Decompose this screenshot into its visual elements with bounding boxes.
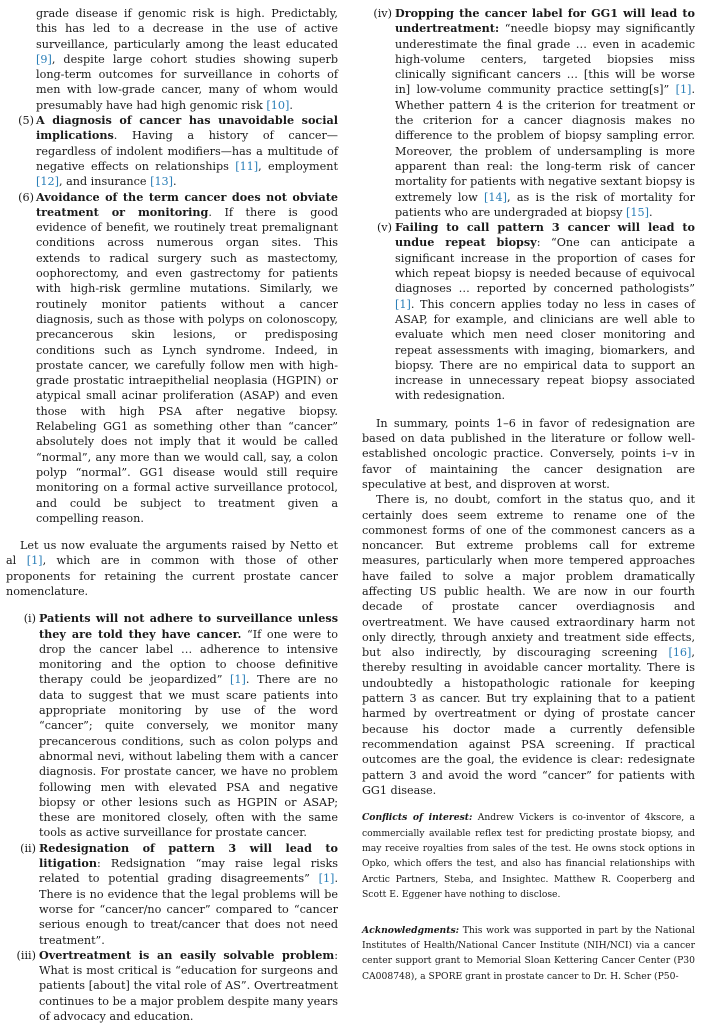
item-title: Dropping the cancer label for GG1 will lead to undertreatment: [395, 6, 695, 36]
left-column [6, 6, 338, 1024]
item-label: (iv) [373, 7, 392, 20]
conclusion-paragraph: There is, no doubt, comfort in the status quo, and it certainly does seem extreme to rename one of the commonest forms of one of the commonest cancers as a noncancer. But extreme problems call for extreme measures, particularly when more tempered approaches have failed to solve a major problem dramatically affecting US public health. We are now in our fourth decade of prostate cancer overdiagnosis and overtreatment. We have caused extraordinary harm not only directly, through anxiety and treatment side effects, but also indirectly, by discouraging screening [16], thereby resulting in avoidable cancer mortality. There is undoubtedly a histopathologic rationale for keeping pattern 3 as cancer. But try explaining that to a patient harmed by overtreatment or dying of prostate cancer because his doctor made a currently defensible recommendation against PSA screening. If practical outcomes are the goal, the evidence is clear: redesignate pattern 3 and avoid the word “cancer” for patients with GG1 disease. [362, 493, 695, 797]
citation-link[interactable]: [12] [36, 175, 59, 189]
list-item-v: (v) Failing to call pattern 3 cancer will lead to undue repeat biopsy: “One can anticipate a significant increase in the proportion of cases for which repeat biopsy is needed because of equivocal diagnoses … reported by concerned pathologists” [1]. This concern applies today no less in cases of ASAP, for example, and clinicians are well able to evaluate which men need closer monitoring and repeat assessments with imaging, biomarkers, and biopsy. There are no empirical data to support an increase in unnecessary repeat biopsy associated with redesignation. [362, 220, 695, 404]
citation-link[interactable]: [1] [318, 872, 335, 886]
citation-link[interactable]: [1] [395, 297, 411, 311]
citation-link[interactable]: [1] [675, 83, 692, 97]
citation-link[interactable]: [1] [26, 554, 43, 568]
citation-link[interactable]: [10] [266, 98, 290, 112]
conflicts-heading: Conflicts of interest: [362, 812, 473, 824]
citation-link[interactable]: [1] [230, 673, 246, 687]
citation-link[interactable]: [14] [484, 190, 507, 204]
list-item-i: (i) Patients will not adhere to surveillance unless they are told they have cancer. “If one were to drop the cancer label … adherence to intensive monitoring and the option to choose definitive therapy could be jeopardized” [1]. There are no data to suggest that we must scare patients into appropriate monitoring by use of the word “cancer”; quite conversely, we monitor many precancerous conditions, such as colon polyps and abnormal nevi, without labeling them with a cancer diagnosis. For prostate cancer, we have no problem following men with elevated PSA and negative biopsy or other lesions such as HGPIN or ASAP; these are monitored closely, often with the same tools as active surveillance for prostate cancer. [6, 611, 338, 840]
item-label: (v) [376, 221, 392, 235]
summary-paragraph: In summary, points 1–6 in favor of redesignation are based on data published in the literature or follow well-established oncologic practice. Conversely, points i–v in favor of maintaining the cancer designation are speculative at best, and disproven at worst. [362, 416, 695, 491]
list-item-iv: (iv) Dropping the cancer label for GG1 will lead to undertreatment: “needle biopsy may significantly underestimate the final grade … even in academic high-volume centers, targeted biopsies miss clinically significant cancers … [this will be worse in] low-volume community practice setting[s]” [1]. Whether pattern 4 is the criterion for treatment or the criterion for a cancer diagnosis makes no difference to the problem of biopsy sampling error. Moreover, the problem of undersampling is more apparent than real: the long-term risk of cancer mortality for patients with negative sextant biopsy is extremely low [14], as is the risk of mortality for patients who are undergraded at biopsy [15]. [362, 6, 695, 220]
list-item-ii: (ii) Redesignation of pattern 3 will lead to litigation: Redsignation “may raise legal risks related to potential grading disagreements” [1]. There is no evidence that the legal problems will be worse for “cancer/no cancer” compared to “cancer serious enough to treat/cancer that does not need treatment”. [6, 841, 338, 948]
citation-link[interactable]: [13] [150, 175, 174, 189]
citation-link[interactable]: [11] [235, 159, 259, 173]
citation-link[interactable]: [9] [36, 52, 52, 66]
item-title: A diagnosis of cancer has unavoidable social implications [36, 113, 338, 143]
citation-link[interactable]: [16] [668, 646, 692, 660]
item-title: Avoidance of the term cancer does not obviate treatment or monitoring [36, 189, 338, 219]
intro-paragraph: Let us now evaluate the arguments raised by Netto et al [1], which are in common with those of other proponents for retaining the current prostate cancer nomenclature. [6, 539, 338, 598]
right-column [362, 6, 695, 984]
continued-paragraph: grade disease if genomic risk is high. Predictably, this has led to a decrease in the use of active surveillance, particularly among the least educated [9], despite large cohort studies showing superb long-term outcomes for surveillance in cohorts of men with low-grade cancer, many of whom would presumably have had high genomic risk [10]. [36, 7, 338, 112]
item-label: (iii) [16, 948, 36, 962]
item-title: Overtreatment is an easily solvable problem [39, 947, 335, 962]
acknowledgments-heading: Acknowledgments: [362, 924, 460, 936]
conflicts-of-interest: Conflicts of interest: Andrew Vickers is co-inventor of 4kscore, a commercially available reflex test for predicting prostate biopsy, and may receive royalties from sales of the test. He owns stock options in Opko, which offers the test, and also has financial relationships with Arctic Partners, Steba, and Insightec. Matthew R. Cooperberg and Scott E. Eggener have nothing to disclose. [362, 812, 696, 901]
item-title: Failing to call pattern 3 cancer will lead to undue repeat biopsy [395, 220, 695, 250]
item-label: (6) [18, 190, 34, 204]
item-label: (5) [18, 114, 34, 128]
citation-link[interactable]: [15] [626, 205, 649, 219]
item-label: (i) [23, 612, 36, 626]
list-item-6: (6) Avoidance of the term cancer does not obviate treatment or monitoring. If there is good evidence of benefit, we routinely treat premalignant conditions across numerous organ sites. This extends to radical surgery such as mastectomy, oophorectomy, and even gastrectomy for patients with high-risk germline mutations. Similarly, we routinely monitor patients without a cancer diagnosis, such as those with polyps on colonoscopy, precancerous skin lesions, or predisposing conditions such as Lynch syndrome. Indeed, in prostate cancer, we carefully follow men with high-grade prostatic intraepithelial neoplasia (HGPIN) or atypical small acinar proliferation (ASAP) and even those with high PSA after negative biopsy. Relabeling GG1 as something other than “cancer” absolutely does not imply that it would be called “normal”, any more than we would call, say, a colon polyp “normal”. GG1 disease would still require monitoring on a formal active surveillance protocol, and could be subject to treatment given a compelling reason. [6, 190, 338, 527]
item-title: Redesignation of pattern 3 will lead to litigation [39, 840, 338, 871]
list-item-iii: (iii) Overtreatment is an easily solvable problem: What is most critical is “education for surgeons and patients [about] the vital role of AS”. Overtreatment continues to be a major problem despite many years of advocacy and education. [6, 948, 338, 1024]
item-title: Patients will not adhere to surveillance unless they are told they have cancer. [39, 611, 338, 641]
list-item-5: (5) A diagnosis of cancer has unavoidable social implications. Having a history of cancer—regardless of indolent modifiers—has a multitude of negative effects on relationships [11], employment [12], and insurance [13]. [6, 113, 338, 189]
item-label: (ii) [20, 841, 36, 855]
acknowledgments: Acknowledgments: This work was supported in part by the National Institutes of Health/National Cancer Institute (NIH/NCI) via a cancer center support grant to Memorial Sloan Kettering Cancer Center (P30 CA008748), a SPORE grant in prostate cancer to Dr. H. Scher (P50- [362, 924, 695, 982]
